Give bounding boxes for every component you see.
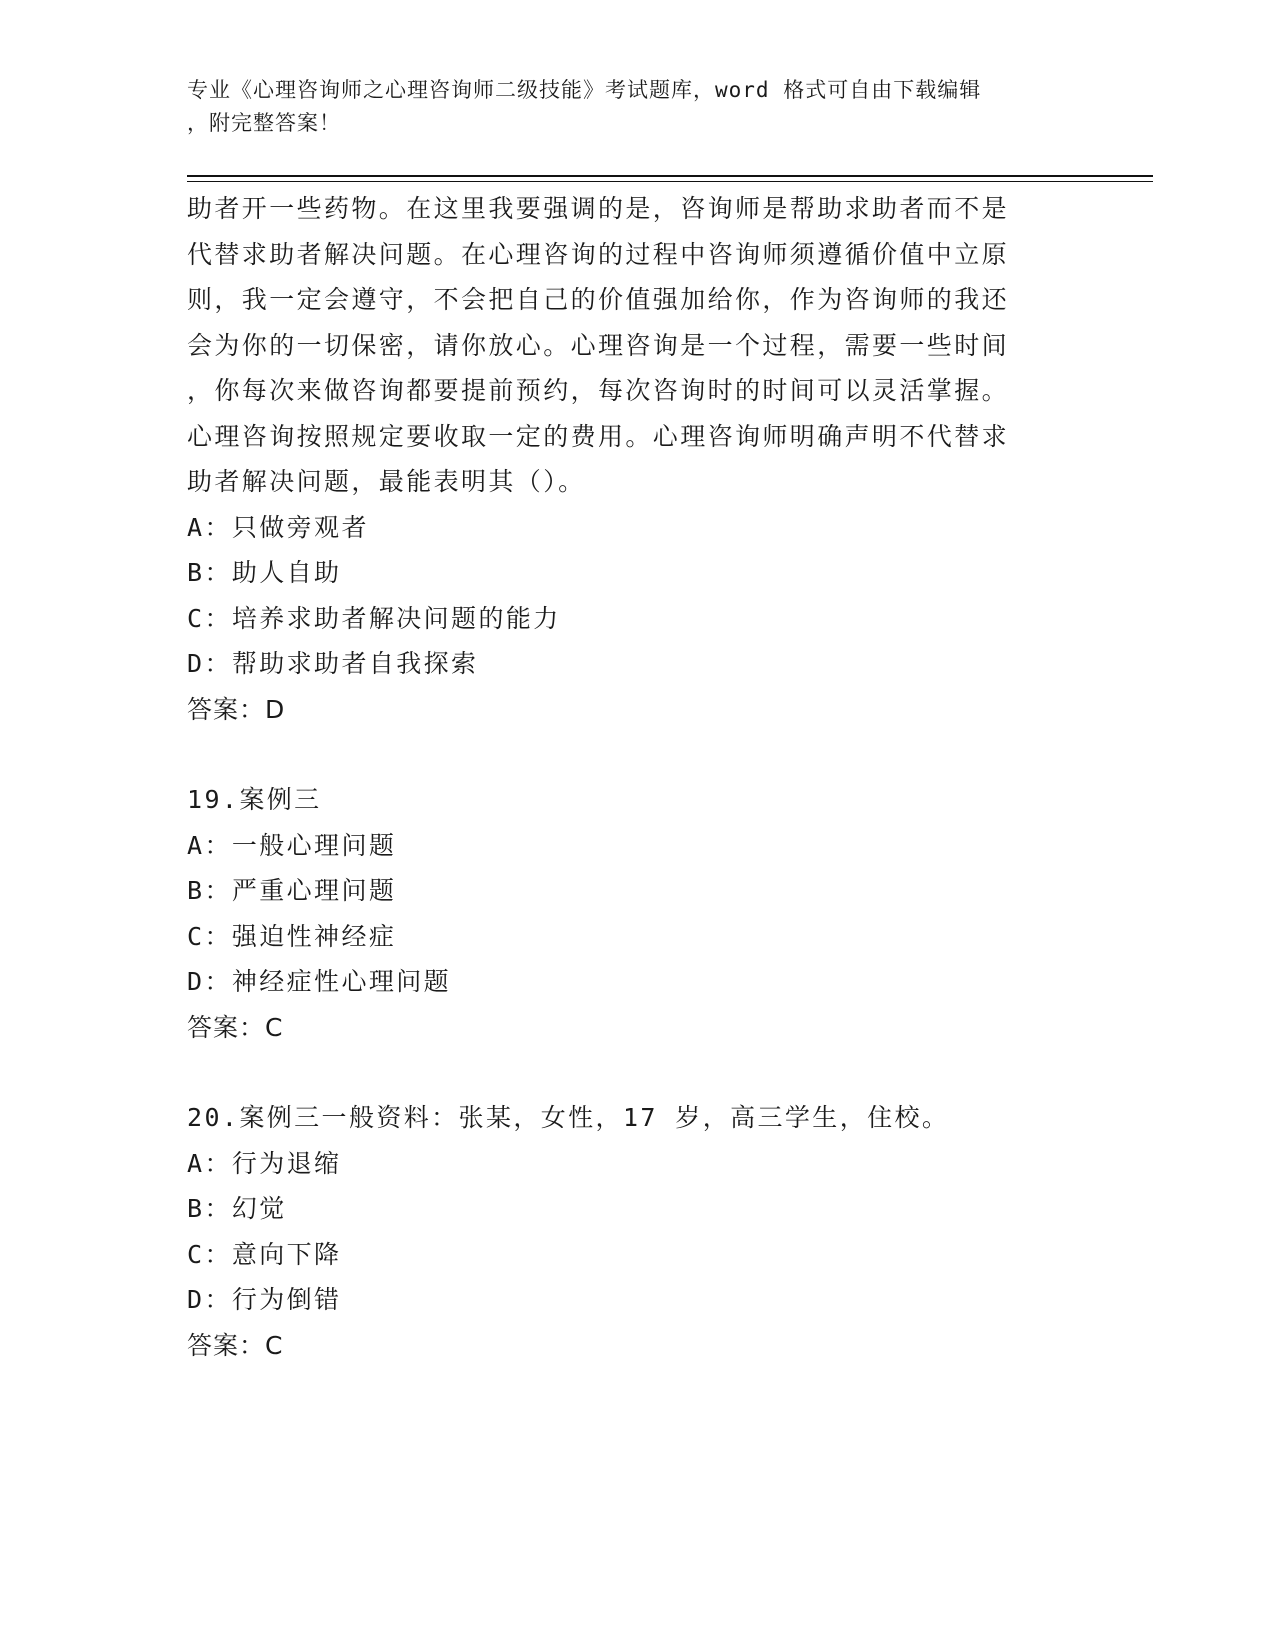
question-20 xyxy=(187,1095,1087,1368)
question-title: 20.案例三一般资料：张某，女性，17 岁，高三学生，住校。 xyxy=(187,1103,950,1132)
answer: 答案：C xyxy=(187,1012,284,1042)
option-c: C：意向下降 xyxy=(187,1239,342,1269)
question-text-line: 助者解决问题，最能表明其（）。 xyxy=(187,467,586,496)
option-b: B：严重心理问题 xyxy=(187,876,397,905)
header-divider-thin xyxy=(187,181,1153,182)
option-a: A：只做旁观者 xyxy=(187,512,369,542)
option-b: B：幻觉 xyxy=(187,1194,287,1223)
question-text-line: ，你每次来做咨询都要提前预约，每次咨询时的时间可以灵活掌握。 xyxy=(187,376,1010,405)
document-body xyxy=(187,186,1087,1368)
header-divider-thick xyxy=(187,175,1153,177)
spacer xyxy=(187,732,1087,777)
spacer xyxy=(187,1050,1087,1095)
option-c: C：培养求助者解决问题的能力 xyxy=(187,603,561,633)
option-a: A：行为退缩 xyxy=(187,1148,342,1178)
question-text-line: 则，我一定会遵守，不会把自己的价值强加给你，作为咨询师的我还 xyxy=(187,285,1010,314)
document-header xyxy=(187,74,1067,140)
option-d: D：帮助求助者自我探索 xyxy=(187,649,479,678)
option-c: C：强迫性神经症 xyxy=(187,921,397,951)
header-line-1: 专业《心理咨询师之心理咨询师二级技能》考试题库，word 格式可自由下载编辑 xyxy=(187,78,982,102)
question-19 xyxy=(187,777,1087,1050)
option-a: A：一般心理问题 xyxy=(187,830,397,860)
question-text-line: 会为你的一切保密，请你放心。心理咨询是一个过程，需要一些时间 xyxy=(187,330,1010,360)
option-b: B：助人自助 xyxy=(187,558,342,587)
question-text-line: 心理咨询按照规定要收取一定的费用。心理咨询师明确声明不代替求 xyxy=(187,421,1010,451)
question-18 xyxy=(187,186,1087,732)
question-text-line: 代替求助者解决问题。在心理咨询的过程中咨询师须遵循价值中立原 xyxy=(187,239,1010,269)
header-line-2: ，附完整答案！ xyxy=(187,111,341,135)
option-d: D：神经症性心理问题 xyxy=(187,967,452,996)
option-d: D：行为倒错 xyxy=(187,1285,342,1314)
question-text-line: 助者开一些药物。在这里我要强调的是，咨询师是帮助求助者而不是 xyxy=(187,194,1010,223)
answer: 答案：C xyxy=(187,1330,284,1360)
answer: 答案：D xyxy=(187,694,286,724)
question-title: 19.案例三 xyxy=(187,785,322,814)
